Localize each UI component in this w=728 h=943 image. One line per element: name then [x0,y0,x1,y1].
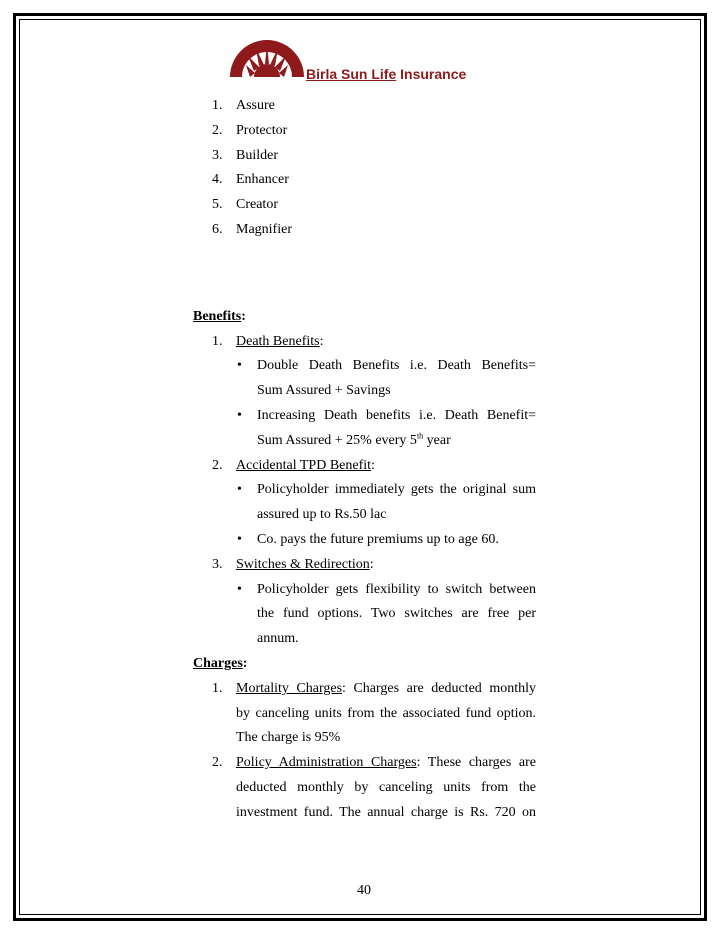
bullet-continuation: Sum Assured + 25% every 5th year [257,431,451,448]
paragraph-continuation: by canceling units from the associated fund option. [236,705,536,721]
brand-name [306,66,466,82]
bullet-continuation: the fund options. Two switches are free per [257,606,536,622]
benefits-heading: Benefits: [193,308,246,324]
rising-sun-logo-icon [228,40,306,78]
list-item: 1. Assure [212,98,275,113]
list-item: 6. Magnifier [212,221,292,237]
paragraph-continuation: deducted monthly by canceling units from the [236,779,536,795]
list-item: 2. Protector [212,122,288,138]
tpd-benefit-item: 2. Accidental TPD Benefit: [212,457,375,473]
switches-item: 3. Switches & Redirection: [212,556,374,572]
paragraph-continuation: investment fund. The annual charge is Rs. 720 on [236,804,536,820]
bullet-continuation: annum. [257,631,299,647]
document-body [193,94,536,826]
brand-name-part2: Insurance [396,66,467,82]
bullet-continuation: assured up to Rs.50 lac [257,507,387,523]
bullet-item: • Policyholder gets flexibility to switch between [237,581,536,597]
bullet-continuation: Sum Assured + Savings [257,383,391,399]
page-number: 40 [357,883,371,898]
charges-heading: Charges: [193,655,248,671]
list-item: 4. Enhancer [212,172,289,188]
mortality-charges-item: 1. Mortality Charges: Charges are deducted monthly [212,680,536,696]
list-item: 5. Creator [212,197,278,213]
admin-charges-item: 2. Policy Administration Charges: These charges are [212,755,536,771]
list-item: 3. Builder [212,147,278,163]
bullet-item: • Policyholder immediately gets the original sum [237,482,536,498]
spacer [193,243,536,305]
brand-name-part1: Birla Sun Life [306,66,397,82]
bullet-item: • Double Death Benefits i.e. Death Benefits= [237,358,536,374]
paragraph-continuation: The charge is 95% [236,730,341,746]
bullet-item: • Increasing Death benefits i.e. Death Benefit= [237,407,536,423]
death-benefits-item: 1. Death Benefits: [212,333,324,349]
bullet-item: • Co. pays the future premiums up to age 60. [237,531,499,547]
